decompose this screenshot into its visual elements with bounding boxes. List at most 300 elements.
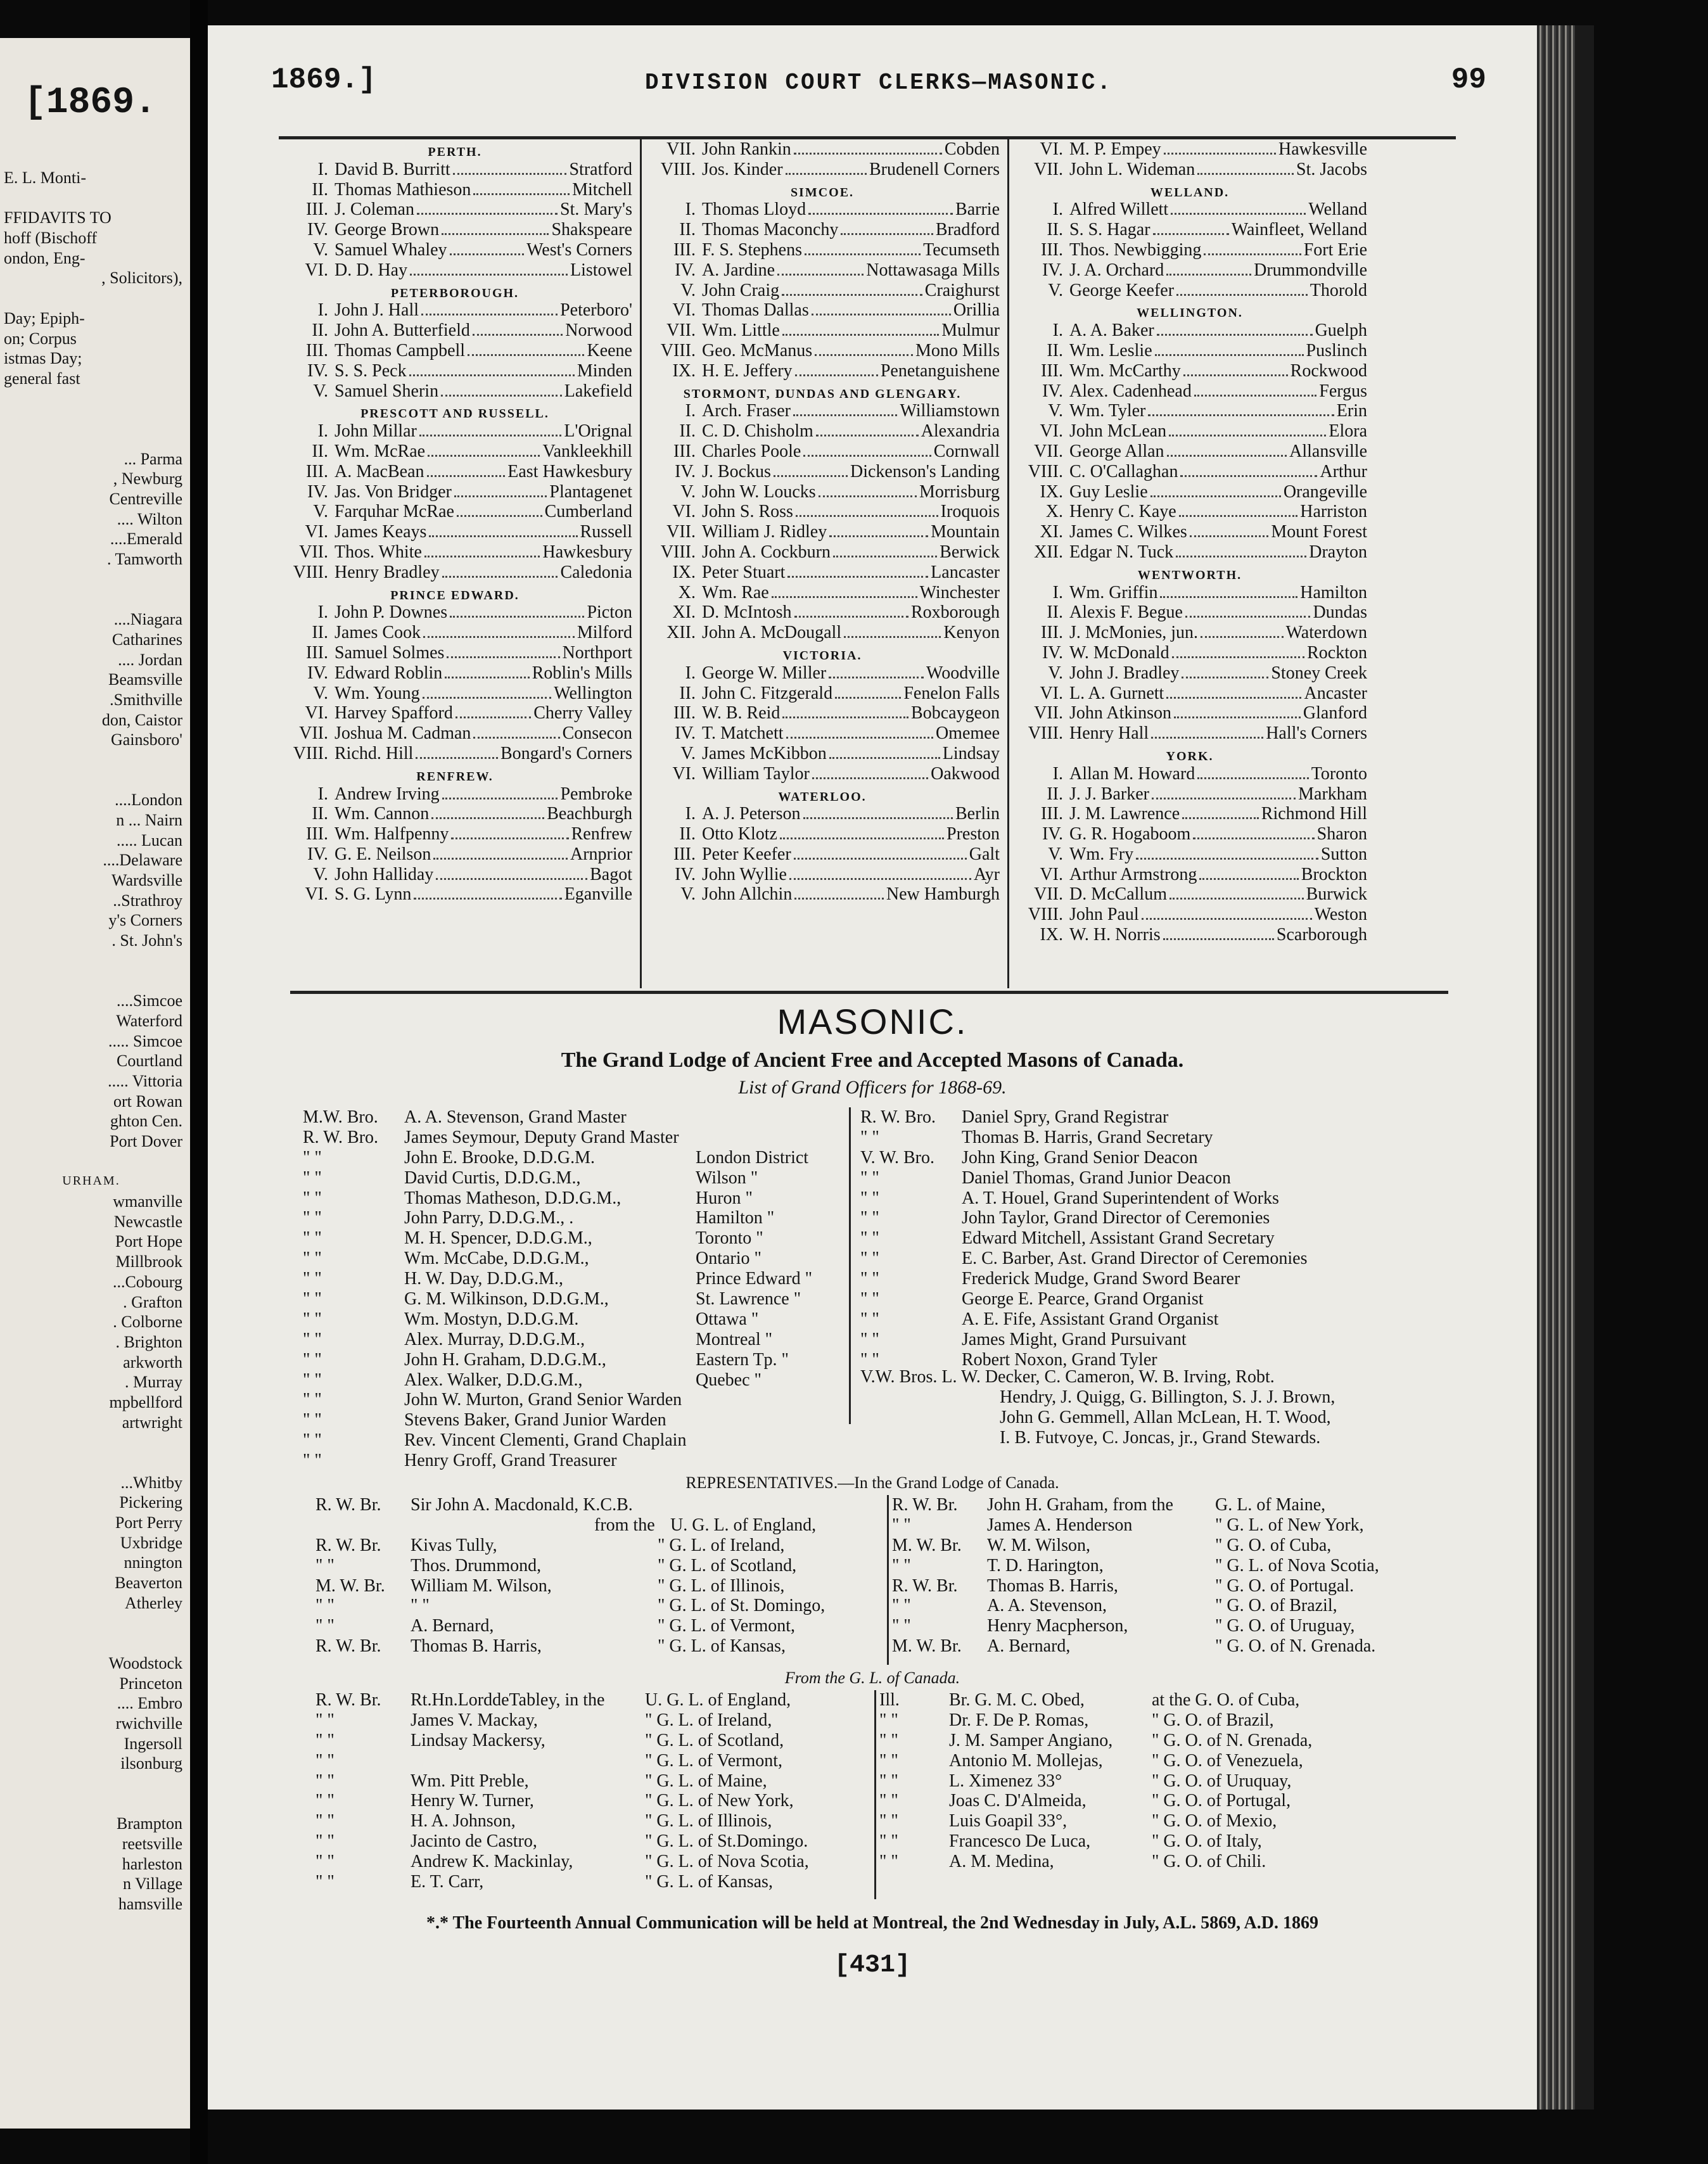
division-number: VII. [1034,884,1063,905]
division-number: IV. [675,723,696,744]
clerk-place: Listowel [570,260,632,280]
facing-page-line: FFIDAVITS TO [4,208,112,227]
facing-page-line [0,750,190,770]
facing-page-line [0,951,190,971]
division-number: I. [317,784,328,804]
leader-dots [1201,636,1284,638]
clerk-entry [1012,240,1367,260]
clerk-place: Thorold [1310,280,1367,300]
leader-dots [1163,938,1274,940]
leader-dots [450,616,584,618]
grand-officer [303,1107,841,1128]
lodge-representative-part-2: Lindsay Mackersy, [411,1730,545,1750]
facing-page-line: Port Hope [115,1232,182,1251]
steward-line-part-1: John G. Gemmell, Allan McLean, H. T. Wood, [1000,1407,1331,1427]
leader-dots [427,475,506,477]
representative-part-1: M. W. Br. [315,1575,385,1596]
clerk-entry [1012,139,1367,160]
representative [315,1596,886,1616]
leader-dots [456,716,531,718]
grand-officer-part-1: " " [860,1228,879,1249]
clerk-place: Rockton [1307,642,1367,663]
county-heading: RENFREW. [416,769,494,784]
division-number: VIII. [660,340,696,360]
grand-officer-part-1: " " [303,1269,322,1289]
grand-officer [860,1309,1456,1330]
clerk-entry [1012,502,1367,522]
clerk-entry [645,563,1000,583]
clerk-entry [1012,200,1367,220]
division-number: I. [1052,763,1063,784]
clerk-place: L'Orignal [564,421,632,442]
clerk-entry [645,542,1000,563]
leader-dots [442,233,549,235]
grand-officer-part-1: " " [303,1370,322,1390]
clerk-name: S. S. Hagar [1069,220,1150,240]
division-number: II. [1047,340,1063,360]
lodge-representative-part-3: " G. O. of N. Grenada, [1152,1730,1313,1750]
division-number: I. [317,159,328,179]
lodge-representative-part-1: " " [879,1831,898,1852]
division-number: V. [313,239,328,260]
division-number: II. [312,321,328,341]
clerk-name: Peter Keefer [702,844,791,864]
grand-officer-part-2: A. A. Stevenson, Grand Master [404,1107,627,1127]
facing-page-line: ilsonburg [120,1754,182,1773]
representatives-right [892,1495,1462,1657]
lodge-representative-part-1: " " [879,1750,898,1771]
clerk-name: David B. Burritt [335,159,450,179]
clerk-place: Sharon [1316,824,1367,844]
clerk-name: H. E. Jeffery [702,360,793,381]
running-head [271,63,1486,108]
leader-dots [473,737,559,739]
division-number: IV. [307,360,328,381]
division-number: V. [313,864,328,884]
clerk-place: Nottawasaga Mills [866,260,1000,280]
leader-dots [1142,918,1312,920]
clerk-entry [645,200,1000,220]
representative-part-3: " G. L. of Vermont, [658,1616,795,1636]
representative-part-3: G. L. of Maine, [1215,1495,1326,1515]
grand-officer [303,1168,841,1188]
leader-dots [431,817,544,819]
grand-officer-part-1: " " [303,1208,322,1228]
leader-dots [1171,213,1306,215]
clerk-entry [645,139,1000,160]
clerk-place: Scarborough [1276,925,1367,945]
lodge-representative-part-2: Wm. Pitt Preble, [411,1771,529,1791]
facing-page-line: Gainsboro' [110,730,182,749]
clerk-place: Preston [946,824,1000,844]
leader-dots [441,395,562,397]
clerk-place: Orangeville [1283,481,1367,502]
book-gutter [190,0,208,2164]
division-number: VII. [1034,441,1063,461]
clerk-entry [645,160,1000,180]
grand-officer-part-2: John King, Grand Senior Deacon [962,1147,1198,1168]
clerk-name: Charles Poole [702,441,801,461]
section-rule [290,991,1448,994]
clerk-entry [1012,865,1367,885]
clerk-entry [277,684,632,704]
clerk-place: Orillia [953,300,1000,321]
grand-stewards [860,1367,1456,1448]
leader-dots [473,193,570,195]
leader-dots [1157,334,1313,336]
facing-page-line: . Grafton [123,1292,182,1311]
county-heading: PETERBOROUGH. [390,286,519,300]
grand-officer-part-3: Ottawa " [696,1309,759,1329]
representative-part-1: " " [315,1616,335,1636]
leader-dots [841,233,933,235]
leader-dots [1155,354,1304,356]
clerk-place: Cumberland [544,502,632,522]
grand-officer [303,1410,841,1430]
lodge-representative-part-3: U. G. L. of England, [645,1690,791,1710]
clerk-name: William Taylor [702,763,810,784]
division-number: V. [680,481,696,502]
clerk-entry [1012,824,1367,844]
division-number: VII. [1034,159,1063,179]
grand-officer-part-2: Alex. Walker, D.D.G.M., [404,1370,583,1390]
bracket-page-number: [431] [834,1951,911,1980]
clerk-place: Allansville [1289,441,1367,461]
lodge-representative-part-1: " " [315,1872,335,1892]
leader-dots [829,677,924,678]
clerk-place: Barrie [955,200,1000,220]
clerk-place: Lakefield [564,381,632,401]
clerk-place: Ayr [974,864,1000,884]
grand-officer [303,1249,841,1269]
facing-page-line: . Colborne [113,1313,182,1332]
grand-officer-part-3: Hamilton " [696,1208,775,1228]
lodge-representative [315,1731,873,1751]
division-number: X. [678,582,696,602]
division-number: VII. [666,139,696,159]
leader-dots [1179,515,1298,517]
division-number: VI. [305,522,328,542]
clerk-place: Hawkesbury [542,542,632,562]
clerk-place: Brudenell Corners [869,159,1000,179]
leader-dots [829,757,940,759]
clerk-place: Guelph [1315,321,1367,341]
representative-part-3: " G. O. of Portugal. [1215,1575,1354,1596]
facing-page-line: reetsville [122,1835,182,1854]
lodge-representative [315,1690,873,1710]
division-number: V. [1048,401,1063,421]
lodge-representative-part-2: A. M. Medina, [949,1852,1054,1872]
representative-part-2: A. A. Stevenson, [987,1596,1107,1616]
grand-officer-part-2: Edward Mitchell, Assistant Grand Secretary [962,1228,1275,1249]
lodge-representative [315,1710,873,1731]
clerk-entry [277,744,632,764]
representative [892,1616,1462,1636]
grand-officer-part-3: Prince Edward " [696,1269,813,1289]
clerk-place: Wellington [554,683,632,703]
division-number: VI. [1040,139,1063,159]
county-heading: VICTORIA. [782,648,862,663]
leader-dots [417,213,558,215]
clerk-name: Thomas Lloyd [702,200,806,220]
leader-dots [1197,173,1294,175]
lodge-representative-part-2: E. T. Carr, [411,1872,484,1892]
leader-dots [423,697,552,699]
lodge-representative-part-3: " G. L. of Scotland, [645,1730,784,1750]
clerk-name: Wm. Fry [1069,844,1134,864]
division-number: II. [1047,602,1063,623]
leader-dots [1153,233,1229,235]
clerk-place: Arnprior [570,844,632,864]
leader-dots [803,455,931,457]
lodge-representative-part-1: " " [315,1831,335,1852]
leader-dots [1176,556,1306,557]
clerk-name: Thomas Mathieson [335,179,471,200]
clerk-name: G. E. Neilson [335,844,431,864]
steward-line-part-1: V.W. Bros. L. W. Decker, C. Cameron, W. B. Irving, Robt. [860,1367,1275,1387]
grand-officer-part-3: Huron " [696,1188,753,1208]
grand-officer-part-2: John E. Brooke, D.D.G.M. [404,1147,595,1168]
clerk-entry [645,442,1000,462]
clerk-name: Henry C. Kaye [1069,502,1176,522]
representative-part-2: Henry Macpherson, [987,1616,1128,1636]
clerk-place: Mulmur [941,321,1000,341]
facing-page-line: . Brighton [115,1332,182,1351]
facing-page-line [0,288,190,309]
division-number: VI. [1040,864,1063,884]
leader-dots [844,636,941,638]
division-number: IX. [1040,925,1063,945]
division-number: I. [685,200,696,220]
clerk-entry [1012,281,1367,301]
division-number: VI. [305,260,328,280]
division-number: VI. [305,884,328,905]
leader-dots [795,374,878,376]
representative [315,1536,886,1556]
clerk-entry [1012,663,1367,684]
lodge-representative-part-1: " " [879,1852,898,1872]
facing-page-line: y's Corners [108,911,182,930]
clerk-place: Hall's Corners [1266,723,1367,744]
grand-officer-part-1: " " [860,1168,879,1188]
leader-dots [803,817,953,819]
facing-page-line: . St. John's [112,931,182,950]
facing-page-line [0,389,190,409]
division-number: IX. [672,360,696,381]
division-number: I. [685,401,696,421]
clerk-entry [1012,905,1367,925]
lodge-representative-part-3: " G. L. of Ireland, [645,1710,772,1730]
grand-officer-part-2: M. H. Spencer, D.D.G.M., [404,1228,592,1249]
representative-part-2: Thomas B. Harris, [411,1636,542,1657]
clerk-place: Alexandria [921,421,1000,442]
leader-dots [796,515,938,517]
division-number: V. [680,280,696,300]
clerk-place: Elora [1329,421,1367,442]
clerk-place: Drummondville [1254,260,1367,280]
representative-part-2: T. D. Harington, [987,1555,1104,1575]
leader-dots [780,837,944,839]
officers-divider [849,1107,851,1424]
facing-page-line [0,971,190,991]
representative [892,1596,1462,1616]
clerk-entry [1012,381,1367,402]
clerk-name: John Halliday [335,864,434,884]
leader-dots [1185,616,1310,618]
representative-part-2: A. Bernard, [411,1616,494,1636]
officers-left [303,1107,841,1471]
facing-page-line: harleston [122,1854,182,1873]
clerk-name: S. S. Peck [335,360,407,381]
clerk-name: John S. Ross [702,502,793,522]
facing-page-line: .Smithville [110,690,182,709]
clerk-entry [277,321,632,341]
representative-part-3: " G. O. of Uruguay, [1215,1616,1355,1636]
facing-page-line: , Solicitors), [101,269,182,288]
leader-dots [454,495,547,497]
leader-dots [1193,837,1314,839]
division-number: VIII. [1028,461,1063,481]
facing-page-line: mpbellford [109,1392,182,1411]
facing-page-line: Day; Epiph- [4,309,85,328]
leader-dots [782,334,939,336]
clerk-place: Weston [1314,905,1367,925]
representative-part-1: M. W. Br. [892,1636,962,1657]
facing-page-line [0,429,190,449]
clerk-name: A. MacBean [335,461,424,481]
grand-officer [860,1249,1456,1269]
leader-dots [442,576,558,578]
clerk-entry [277,220,632,240]
clerk-entry [645,804,1000,824]
clerk-entry [1012,321,1367,341]
facing-page-line: Waterford [116,1011,182,1030]
clerks-column-2 [645,139,1000,905]
division-number: IV. [1042,642,1063,663]
leader-dots [794,898,884,900]
representative-part-1: " " [892,1515,911,1535]
scanned-page [208,25,1537,2110]
lodge-representative [315,1771,873,1792]
clerk-entry [645,884,1000,905]
lodge-representative [315,1852,873,1872]
clerk-place: Oakwood [931,763,1000,784]
facing-page-line [0,770,190,791]
clerk-place: Woodville [926,663,1000,683]
division-number: V. [1048,280,1063,300]
lodge-representative [315,1751,873,1771]
clerk-place: Fenelon Falls [903,683,1000,703]
lodge-representative-part-2: Jacinto de Castro, [411,1831,537,1852]
facing-page-line [0,1453,190,1473]
clerk-name: Alex. Cadenhead [1069,381,1192,401]
clerk-place: Welland [1308,200,1367,220]
leader-dots [835,697,901,699]
grand-officer-part-2: G. M. Wilkinson, D.D.G.M., [404,1289,609,1309]
steward-line-part-1: I. B. Futvoye, C. Joncas, jr., Grand Stewards. [1000,1427,1321,1448]
clerk-name: Arthur Armstrong [1069,864,1197,884]
clerk-place: Winchester [919,582,1000,602]
grand-officer-part-2: John W. Murton, Grand Senior Warden [404,1390,682,1410]
leader-dots [1182,677,1268,678]
facing-page-line: Newcastle [113,1212,182,1231]
lodge-representative [315,1811,873,1831]
clerk-name: John Allchin [702,884,793,905]
clerk-place: Berlin [955,804,1000,824]
facing-page-line: Brampton [117,1814,182,1833]
facing-page-line [0,570,190,590]
clerk-name: James Keays [335,522,427,542]
grand-officer-part-1: " " [860,1127,879,1147]
grand-officer-part-2: Henry Groff, Grand Treasurer [404,1451,617,1471]
representative-part-2: James A. Henderson [987,1515,1133,1535]
grand-officer-part-2: James Seymour, Deputy Grand Master [404,1127,679,1147]
clerk-place: Stratford [569,159,632,179]
division-number: IV. [307,663,328,683]
division-number: III. [1041,804,1063,824]
lodge-representative-part-3: " G. L. of St.Domingo. [645,1831,808,1852]
facing-page-line: n ... Nairn [116,811,182,829]
clerk-place: Russell [580,522,632,542]
county-heading: WELLAND. [1150,185,1230,200]
grand-officer-part-2: Robert Noxon, Grand Tyler [962,1349,1157,1370]
facing-page-line: hamsville [118,1895,182,1914]
clerk-place: Puslinch [1306,340,1367,360]
grand-officer-part-1: " " [860,1249,879,1269]
column-rule [640,139,642,988]
division-number: VI. [305,703,328,723]
clerk-place: Glanford [1303,703,1367,723]
division-number: III. [673,844,696,864]
clerk-name: C. O'Callaghan [1069,461,1178,481]
clerk-entry [645,341,1000,361]
grand-officer-part-2: E. C. Barber, Ast. Grand Director of Ceremonies [962,1249,1308,1269]
clerk-entry [1012,764,1367,784]
clerk-entry [1012,442,1367,462]
representatives-divider [887,1495,889,1665]
representative-part-3: " G. L. of Scotland, [658,1555,797,1575]
lodge-representative-part-1: " " [879,1710,898,1730]
facing-page-line: general fast [4,369,80,388]
lodge-representative-part-2: Andrew K. Mackinlay, [411,1852,573,1872]
division-number: V. [313,683,328,703]
from-reps-right [879,1690,1462,1872]
clerk-entry [1012,361,1367,381]
county-heading: PRESCOTT AND RUSSELL. [360,407,549,421]
grand-officer-part-1: " " [303,1289,322,1309]
clerk-name: John A. Butterfield [335,321,470,341]
leader-dots [794,153,942,155]
division-number: II. [312,441,328,461]
clerk-name: Wm. Little [702,321,780,341]
representative-part-3: " G. L. of St. Domingo, [658,1596,825,1616]
division-number: III. [306,461,328,481]
representative [315,1556,886,1576]
grand-officer-part-1: " " [303,1451,322,1471]
representative-part-2: Thos. Drummond, [411,1555,542,1575]
facing-page-line [0,589,190,609]
facing-page-line: Pickering [119,1493,182,1512]
steward-line [860,1367,1456,1387]
leader-dots [1204,253,1301,255]
clerk-entry [277,200,632,220]
grand-officer [860,1330,1456,1350]
clerk-name: A. Jardine [702,260,775,280]
clerk-entry [1012,220,1367,240]
representative [315,1515,886,1536]
leader-dots [808,213,953,215]
division-number: VIII. [660,159,696,179]
